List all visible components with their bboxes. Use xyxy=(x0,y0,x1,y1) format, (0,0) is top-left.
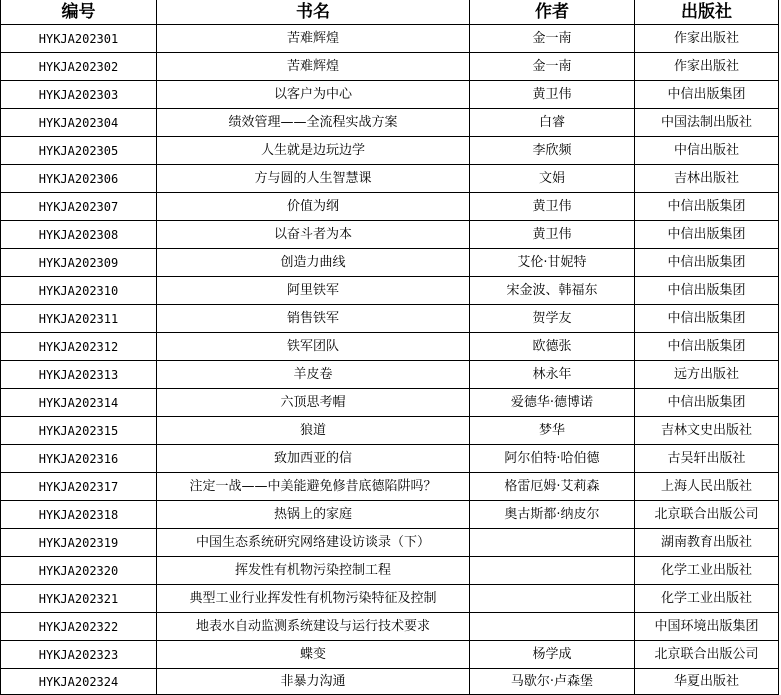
table-row xyxy=(1,389,779,417)
table-row xyxy=(1,641,779,669)
cell-publisher: 吉林出版社 xyxy=(635,165,779,193)
header-author: 作者 xyxy=(470,0,635,25)
cell-title: 阿里铁军 xyxy=(157,277,470,305)
table-row xyxy=(1,669,779,695)
cell-title: 热锅上的家庭 xyxy=(157,501,470,529)
cell-publisher: 吉林文史出版社 xyxy=(635,417,779,445)
cell-author: 马歇尔·卢森堡 xyxy=(470,669,635,695)
table-row xyxy=(1,473,779,501)
table-row xyxy=(1,53,779,81)
table-row xyxy=(1,445,779,473)
cell-code: HYKJA202313 xyxy=(1,361,157,389)
cell-author: 宋金波、韩福东 xyxy=(470,277,635,305)
cell-code: HYKJA202321 xyxy=(1,585,157,613)
table-row xyxy=(1,613,779,641)
cell-code: HYKJA202303 xyxy=(1,81,157,109)
cell-title: 苦难辉煌 xyxy=(157,53,470,81)
cell-author: 欧德张 xyxy=(470,333,635,361)
cell-publisher: 中信出版集团 xyxy=(635,305,779,333)
cell-title: 蝶变 xyxy=(157,641,470,669)
cell-title: 人生就是边玩边学 xyxy=(157,137,470,165)
cell-publisher: 作家出版社 xyxy=(635,53,779,81)
cell-publisher: 上海人民出版社 xyxy=(635,473,779,501)
table-row xyxy=(1,109,779,137)
cell-title: 铁军团队 xyxy=(157,333,470,361)
cell-code: HYKJA202304 xyxy=(1,109,157,137)
cell-author xyxy=(470,557,635,585)
cell-publisher: 古吴轩出版社 xyxy=(635,445,779,473)
cell-publisher: 中信出版集团 xyxy=(635,81,779,109)
cell-code: HYKJA202306 xyxy=(1,165,157,193)
cell-author: 文娟 xyxy=(470,165,635,193)
cell-publisher: 中信出版集团 xyxy=(635,389,779,417)
cell-publisher: 化学工业出版社 xyxy=(635,585,779,613)
table-row xyxy=(1,81,779,109)
cell-code: HYKJA202312 xyxy=(1,333,157,361)
header-code: 编号 xyxy=(1,0,157,25)
table-row xyxy=(1,417,779,445)
table-row xyxy=(1,137,779,165)
table-row xyxy=(1,277,779,305)
cell-title: 典型工业行业挥发性有机物污染特征及控制 xyxy=(157,585,470,613)
table-row xyxy=(1,557,779,585)
cell-author: 贺学友 xyxy=(470,305,635,333)
cell-title: 中国生态系统研究网络建设访谈录（下） xyxy=(157,529,470,557)
cell-title: 苦难辉煌 xyxy=(157,25,470,53)
cell-title: 六顶思考帽 xyxy=(157,389,470,417)
table-row xyxy=(1,501,779,529)
cell-author: 格雷厄姆·艾莉森 xyxy=(470,473,635,501)
cell-author: 阿尔伯特·哈伯德 xyxy=(470,445,635,473)
cell-code: HYKJA202314 xyxy=(1,389,157,417)
cell-code: HYKJA202302 xyxy=(1,53,157,81)
header-publisher: 出版社 xyxy=(635,0,779,25)
cell-publisher: 华夏出版社 xyxy=(635,669,779,695)
cell-author: 金一南 xyxy=(470,25,635,53)
cell-publisher: 中信出版集团 xyxy=(635,249,779,277)
cell-title: 绩效管理——全流程实战方案 xyxy=(157,109,470,137)
header-title: 书名 xyxy=(157,0,470,25)
cell-title: 销售铁军 xyxy=(157,305,470,333)
cell-author: 杨学成 xyxy=(470,641,635,669)
cell-author: 爱德华·德博诺 xyxy=(470,389,635,417)
cell-code: HYKJA202317 xyxy=(1,473,157,501)
cell-code: HYKJA202311 xyxy=(1,305,157,333)
cell-code: HYKJA202301 xyxy=(1,25,157,53)
cell-title: 非暴力沟通 xyxy=(157,669,470,695)
cell-publisher: 中信出版集团 xyxy=(635,333,779,361)
header-row xyxy=(1,0,779,25)
cell-author: 梦华 xyxy=(470,417,635,445)
cell-title: 方与圆的人生智慧课 xyxy=(157,165,470,193)
cell-publisher: 化学工业出版社 xyxy=(635,557,779,585)
cell-author: 李欣频 xyxy=(470,137,635,165)
table-row xyxy=(1,193,779,221)
cell-code: HYKJA202319 xyxy=(1,529,157,557)
cell-publisher: 中信出版集团 xyxy=(635,221,779,249)
cell-title: 以客户为中心 xyxy=(157,81,470,109)
cell-author: 艾伦·甘妮特 xyxy=(470,249,635,277)
cell-publisher: 中国环境出版集团 xyxy=(635,613,779,641)
cell-code: HYKJA202305 xyxy=(1,137,157,165)
cell-code: HYKJA202315 xyxy=(1,417,157,445)
cell-author xyxy=(470,613,635,641)
cell-title: 以奋斗者为本 xyxy=(157,221,470,249)
cell-code: HYKJA202318 xyxy=(1,501,157,529)
cell-author: 黄卫伟 xyxy=(470,193,635,221)
cell-code: HYKJA202322 xyxy=(1,613,157,641)
cell-publisher: 远方出版社 xyxy=(635,361,779,389)
table-row xyxy=(1,305,779,333)
cell-author xyxy=(470,529,635,557)
cell-publisher: 北京联合出版公司 xyxy=(635,501,779,529)
cell-author: 奥古斯都·纳皮尔 xyxy=(470,501,635,529)
cell-code: HYKJA202323 xyxy=(1,641,157,669)
cell-publisher: 中信出版集团 xyxy=(635,277,779,305)
cell-code: HYKJA202324 xyxy=(1,669,157,695)
cell-title: 地表水自动监测系统建设与运行技术要求 xyxy=(157,613,470,641)
cell-title: 致加西亚的信 xyxy=(157,445,470,473)
table-row xyxy=(1,249,779,277)
table-row xyxy=(1,529,779,557)
cell-publisher: 作家出版社 xyxy=(635,25,779,53)
cell-publisher: 中国法制出版社 xyxy=(635,109,779,137)
cell-code: HYKJA202307 xyxy=(1,193,157,221)
cell-title: 创造力曲线 xyxy=(157,249,470,277)
cell-code: HYKJA202308 xyxy=(1,221,157,249)
cell-author: 白睿 xyxy=(470,109,635,137)
cell-publisher: 中信出版社 xyxy=(635,137,779,165)
cell-author xyxy=(470,585,635,613)
table-row xyxy=(1,165,779,193)
table-row xyxy=(1,25,779,53)
cell-code: HYKJA202309 xyxy=(1,249,157,277)
cell-author: 林永年 xyxy=(470,361,635,389)
cell-publisher: 北京联合出版公司 xyxy=(635,641,779,669)
cell-author: 黄卫伟 xyxy=(470,81,635,109)
cell-publisher: 中信出版集团 xyxy=(635,193,779,221)
cell-author: 金一南 xyxy=(470,53,635,81)
cell-code: HYKJA202316 xyxy=(1,445,157,473)
cell-title: 挥发性有机物污染控制工程 xyxy=(157,557,470,585)
table-row xyxy=(1,221,779,249)
cell-author: 黄卫伟 xyxy=(470,221,635,249)
cell-publisher: 湖南教育出版社 xyxy=(635,529,779,557)
table-row xyxy=(1,585,779,613)
table-row xyxy=(1,333,779,361)
table-row xyxy=(1,361,779,389)
cell-code: HYKJA202310 xyxy=(1,277,157,305)
cell-code: HYKJA202320 xyxy=(1,557,157,585)
table-body xyxy=(1,25,779,695)
cell-title: 价值为纲 xyxy=(157,193,470,221)
cell-title: 注定一战——中美能避免修昔底德陷阱吗？ xyxy=(157,473,470,501)
cell-title: 羊皮卷 xyxy=(157,361,470,389)
cell-title: 狼道 xyxy=(157,417,470,445)
